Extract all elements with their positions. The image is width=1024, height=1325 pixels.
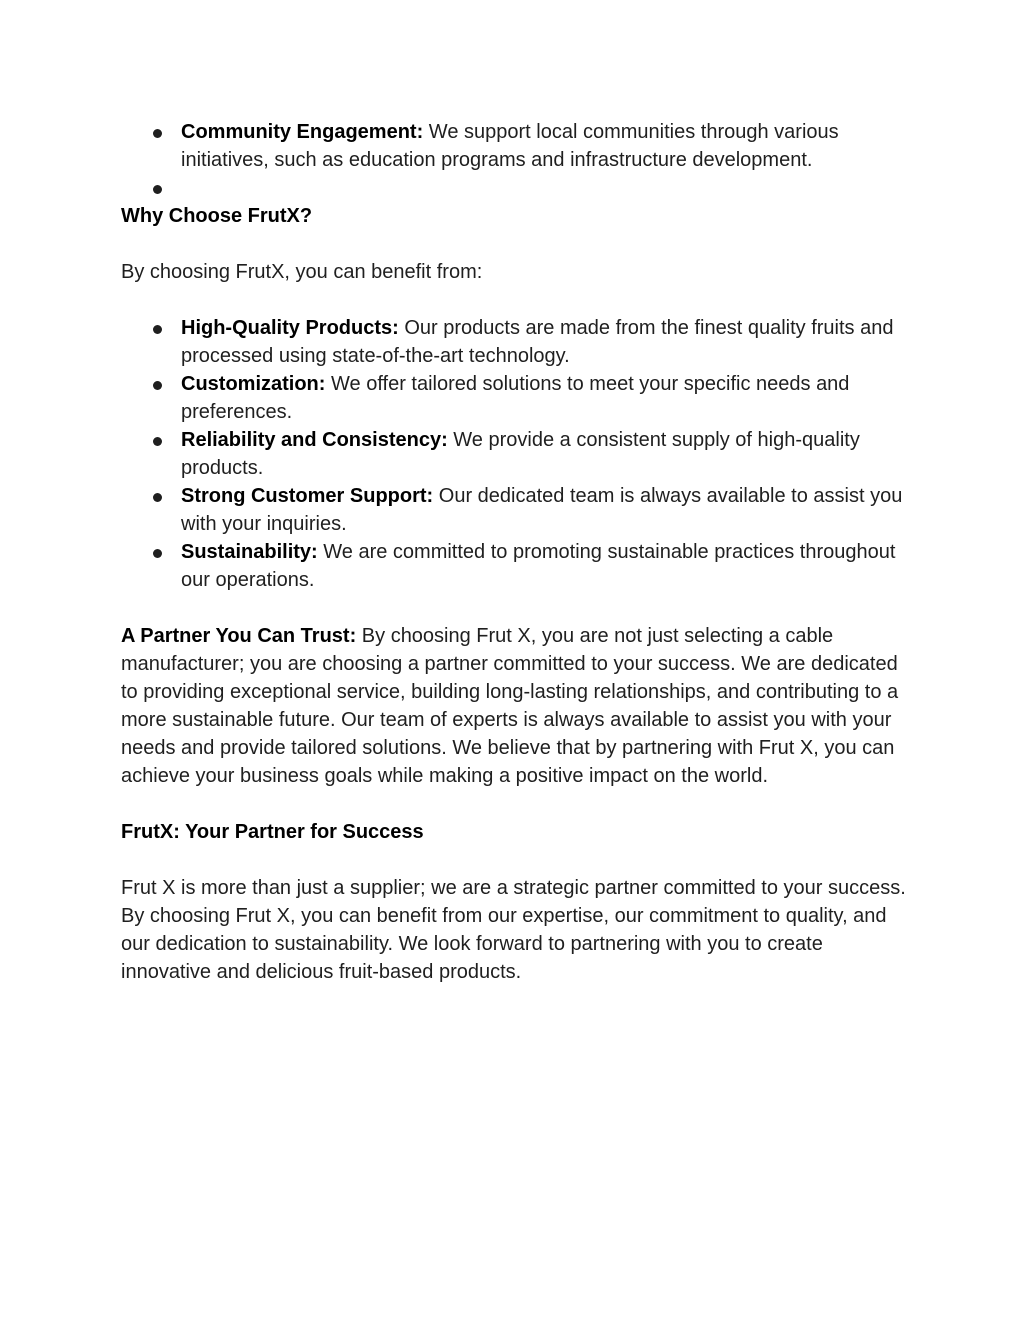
community-list bbox=[121, 118, 911, 202]
bullet-icon bbox=[153, 185, 162, 194]
bullet-icon bbox=[153, 549, 162, 558]
list-item-text: We are committed to promoting sustainable practices throughout our operations. bbox=[181, 541, 896, 591]
why-choose-heading: Why Choose FrutX? bbox=[121, 205, 313, 227]
list-item bbox=[121, 426, 911, 482]
partner-trust-paragraph bbox=[121, 622, 911, 790]
list-item-term: Community Engagement: bbox=[181, 121, 424, 143]
list-item-text: We offer tailored solutions to meet your specific needs and preferences. bbox=[181, 373, 850, 423]
list-item-term: High-Quality Products: bbox=[181, 317, 399, 339]
list-item-text: We provide a consistent supply of high-quality products. bbox=[181, 429, 860, 479]
list-item bbox=[121, 314, 911, 370]
list-item-term: Sustainability: bbox=[181, 541, 318, 563]
list-item bbox=[121, 174, 911, 202]
document-page bbox=[121, 118, 911, 986]
list-item-term: Reliability and Consistency: bbox=[181, 429, 448, 451]
partner-trust-term: A Partner You Can Trust: bbox=[121, 625, 357, 647]
list-item-term: Strong Customer Support: bbox=[181, 485, 434, 507]
list-item bbox=[121, 538, 911, 594]
success-paragraph: Frut X is more than just a supplier; we are a strategic partner committed to your success. By choosing Frut X, you can benefit from our expertise, our commitment to quality, and our dedication to sustainability. We look forward to partnering with you to create innovative and delicious fruit-based products. bbox=[121, 877, 906, 983]
list-item bbox=[121, 118, 911, 174]
list-item-text: Our dedicated team is always available to assist you with your inquiries. bbox=[181, 485, 903, 535]
list-item bbox=[121, 482, 911, 538]
benefits-list bbox=[121, 314, 911, 594]
bullet-icon bbox=[153, 437, 162, 446]
bullet-icon bbox=[153, 325, 162, 334]
bullet-icon bbox=[153, 381, 162, 390]
why-choose-intro: By choosing FrutX, you can benefit from: bbox=[121, 261, 483, 283]
list-item-text: Our products are made from the finest quality fruits and processed using state-of-the-art technology. bbox=[181, 317, 894, 367]
bullet-icon bbox=[153, 129, 162, 138]
list-item-text: We support local communities through various initiatives, such as education programs and infrastructure development. bbox=[181, 121, 839, 171]
bullet-icon bbox=[153, 493, 162, 502]
list-item bbox=[121, 370, 911, 426]
list-item-term: Customization: bbox=[181, 373, 326, 395]
success-heading: FrutX: Your Partner for Success bbox=[121, 821, 424, 843]
partner-trust-text: By choosing Frut X, you are not just selecting a cable manufacturer; you are choosing a partner committed to your success. We are dedicated to providing exceptional service, building long-lasting relationships, and contributing to a more sustainable future. Our team of experts is always available to assist you with your needs and provide tailored solutions. We believe that by partnering with Frut X, you can achieve your business goals while making a positive impact on the world. bbox=[121, 625, 899, 787]
